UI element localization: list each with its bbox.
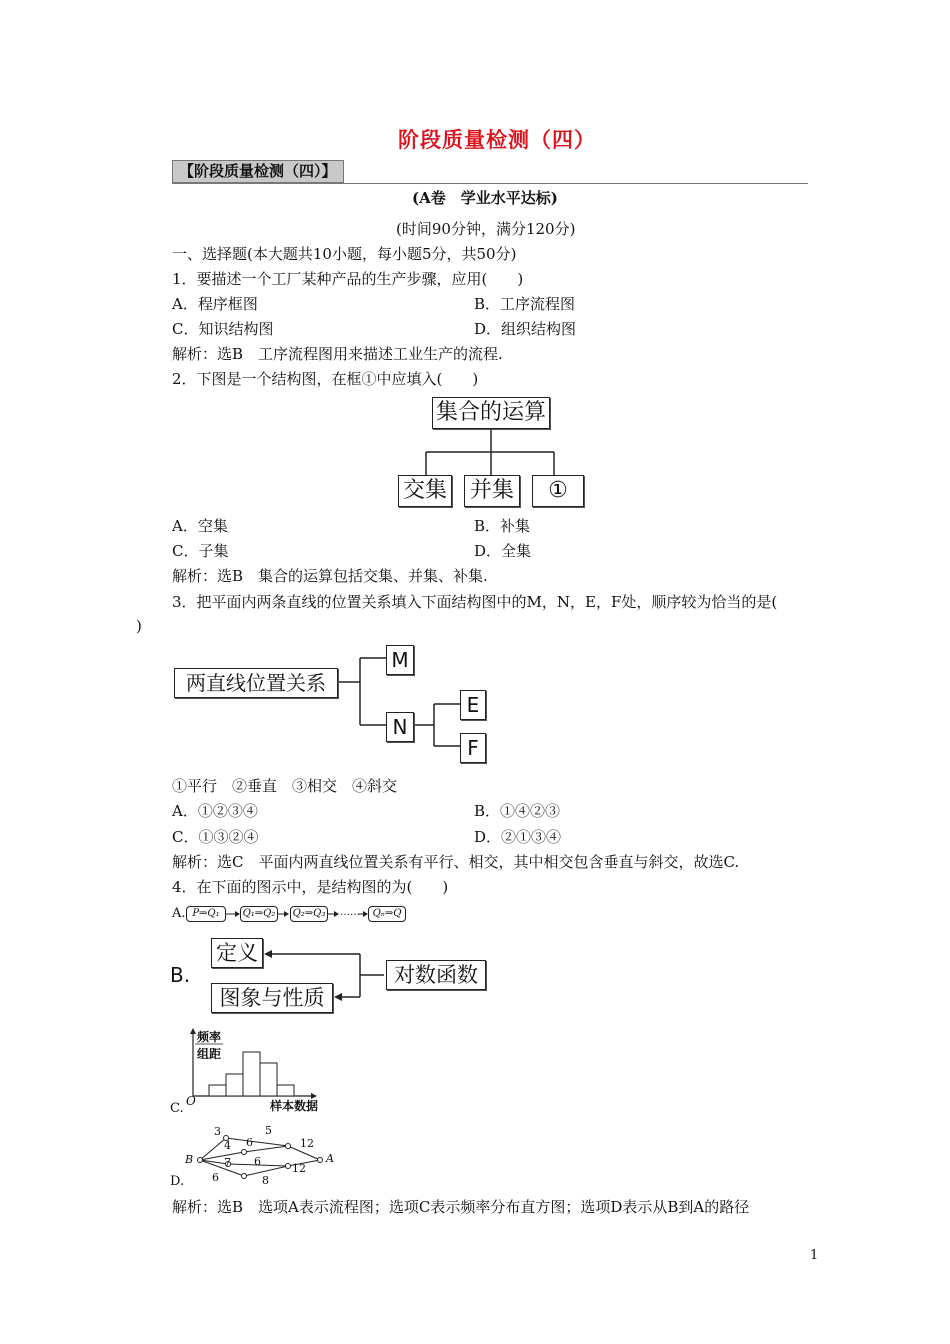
- q4-option-c-label: C.: [170, 1101, 184, 1116]
- q2-child-box-2: 并集: [464, 475, 520, 507]
- histogram-bar: [243, 1052, 260, 1096]
- hist-xlabel: 样本数据: [270, 1099, 319, 1113]
- q3-box-n: N: [386, 712, 414, 742]
- graph-weight: 6: [246, 1136, 253, 1149]
- graph-weight: 12: [300, 1137, 314, 1150]
- q4-b-box-graph-properties: 图象与性质: [211, 983, 333, 1013]
- hist-ylabel-top: 频率: [197, 1030, 222, 1044]
- q2-root-box: 集合的运算: [432, 397, 550, 429]
- histogram-bars: [209, 1052, 294, 1096]
- histogram-bar: [260, 1063, 277, 1096]
- q4-flow-box-1: P⇒Q₁: [186, 906, 226, 922]
- page-title: 阶段质量检测（四）: [398, 127, 596, 152]
- q3-stem-cont: ): [136, 617, 142, 635]
- q3-option-b: B．①④②③: [474, 802, 561, 820]
- q4-stem: 4．在下面的图示中，是结构图的为( ): [172, 878, 449, 896]
- q3-analysis: 解析：选C 平面内两直线位置关系有平行、相交，其中相交包含垂直与斜交，故选C.: [172, 853, 740, 871]
- q3-items: ①平行 ②垂直 ③相交 ④斜交: [172, 777, 398, 795]
- q1-option-b: B．工序流程图: [474, 295, 576, 313]
- q4-flow-box-4: Qₙ⇒Q: [368, 906, 406, 922]
- histogram-bar: [209, 1085, 226, 1096]
- q2-option-a: A．空集: [172, 517, 228, 535]
- q2-option-b: B．补集: [474, 517, 531, 535]
- q4-b-box-log-function: 对数函数: [386, 960, 486, 990]
- q3-box-f: F: [460, 733, 486, 763]
- graph-weight: 4: [224, 1139, 231, 1152]
- q4-analysis: 解析：选B 选项A表示流程图；选项C表示频率分布直方图；选项D表示从B到A的路径: [172, 1198, 750, 1216]
- section-heading: 一、选择题(本大题共10小题，每小题5分，共50分): [172, 245, 517, 263]
- section-header-bar: 【阶段质量检测（四）】: [172, 160, 344, 183]
- q3-option-a: A．①②③④: [172, 802, 258, 820]
- q4-flow-ellipsis: ……: [340, 907, 360, 918]
- q1-analysis: 解析：选B 工序流程图用来描述工业生产的流程.: [172, 345, 503, 363]
- header-rule: [172, 183, 808, 184]
- q3-stem: 3．把平面内两条直线的位置关系填入下面结构图中的M，N，E，F处，顺序较为恰当的是(: [172, 593, 778, 611]
- q4-flow-box-2: Q₁⇒Q₂: [240, 906, 278, 922]
- time-note: (时间90分钟，满分120分): [396, 220, 576, 238]
- page-number: 1: [810, 1248, 819, 1263]
- graph-weight: 3: [214, 1125, 221, 1138]
- q1-option-c: C．知识结构图: [172, 320, 274, 338]
- graph-weight: 6: [212, 1171, 219, 1184]
- graph-weight: 6: [254, 1155, 261, 1168]
- hist-origin: O: [186, 1094, 196, 1108]
- q1-stem: 1．要描述一个工厂某种产品的生产步骤，应用( ): [172, 270, 524, 288]
- q4-option-d-label: D.: [170, 1174, 185, 1189]
- hist-ylabel-bottom: 组距: [197, 1047, 222, 1061]
- q2-option-c: C．子集: [172, 542, 229, 560]
- graph-node-a: A: [326, 1152, 334, 1165]
- graph-weight: 5: [265, 1124, 272, 1137]
- graph-weight: 8: [262, 1174, 269, 1187]
- graph-node-b: B: [185, 1153, 194, 1166]
- q2-stem: 2．下图是一个结构图，在框①中应填入( ): [172, 370, 479, 388]
- q4-option-b-label: B.: [170, 963, 191, 987]
- q3-option-d: D．②①③④: [474, 828, 562, 846]
- q4-option-a-label: A.: [172, 906, 186, 921]
- graph-weight: 12: [292, 1162, 306, 1175]
- q2-child-box-1: 交集: [398, 475, 452, 507]
- histogram-bar: [226, 1074, 243, 1096]
- q2-child-box-3: ①: [532, 475, 584, 507]
- histogram-bar: [277, 1085, 294, 1096]
- q4-flow-box-3: Q₂⇒Q₃: [290, 906, 328, 922]
- q1-option-a: A．程序框图: [172, 295, 258, 313]
- q3-box-m: M: [386, 645, 414, 675]
- q3-option-c: C．①③②④: [172, 828, 259, 846]
- q3-box-e: E: [460, 690, 486, 720]
- q2-option-d: D．全集: [474, 542, 532, 560]
- q3-root-box: 两直线位置关系: [174, 668, 338, 698]
- q2-analysis: 解析：选B 集合的运算包括交集、并集、补集.: [172, 567, 488, 585]
- q4-b-box-definition: 定义: [211, 938, 263, 968]
- subtitle: (A卷 学业水平达标): [412, 189, 558, 207]
- q1-option-d: D．组织结构图: [474, 320, 577, 338]
- graph-weight: 7: [224, 1156, 231, 1169]
